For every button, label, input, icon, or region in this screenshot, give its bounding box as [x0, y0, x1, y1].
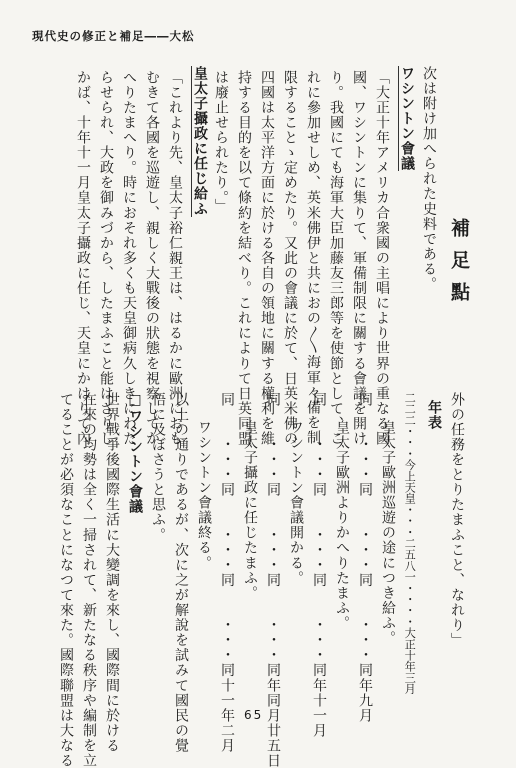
- text-column: かば、十年十一月皇太子攝政に任じ、天皇にかはりて內: [75, 70, 91, 447]
- text-column: り。我國にても海軍大臣加藤友三郎等を使節として、こ: [328, 70, 344, 447]
- chronology-line: 皇太子攝政に任じたまふ。: [242, 420, 258, 601]
- chronology-line: 同 ・・・同 ・・・同 ・・・同年同月廿五日: [265, 392, 281, 768]
- text-column: 世界戰爭後國際生活に大變調を來し、國際間に於ける: [104, 392, 120, 754]
- text-column: 次は附け加へられた史料である。: [421, 66, 437, 292]
- section-heading-crown-prince-regent: 皇太子攝政に任じ給ふ: [192, 66, 208, 217]
- text-column: てることが必須なことになつて來た。國際聯盟は大なる: [58, 392, 74, 768]
- chronology-line: 皇太子歐洲よりかへりたまふ。: [334, 420, 350, 631]
- text-column: 國、ワシントンに集りて、軍備制限に關する會議を開け: [351, 70, 367, 447]
- text-column: 在來の均勢は全く一掃されて、新たなる秩序や編制を立: [81, 392, 97, 768]
- text-column: 「大正十年アメリカ合衆國の主唱により世界の重なる國: [374, 70, 390, 447]
- text-column: むきて各國を巡遊し、親しく大戰後の狀態を視察してか: [144, 70, 160, 447]
- section-heading-washington-conference: ワシントン會議: [399, 66, 415, 172]
- text-column: 外の任務をとりたまふこと、なれり」: [449, 392, 465, 648]
- chronology-line: 同 ・・・同 ・・・同 ・・・同十一年二月: [219, 392, 235, 754]
- text-column: 「これより先、皇太子裕仁親王は、はるかに歐洲におも: [167, 70, 183, 447]
- chronology-line: ワシントン會議開かる。: [288, 420, 304, 586]
- text-column: 以上の通りであるが、次に之が解說を試みて國民の覺: [173, 392, 189, 754]
- running-header: 現代史の修正と補足――大松: [32, 29, 195, 43]
- page-number: 65: [244, 708, 264, 722]
- section-heading-chronology: 年表: [426, 400, 442, 431]
- text-column: 持する目的を以て條約を結べり。これによりて日英同盟: [236, 70, 252, 447]
- text-column: 悟に及ぼさうと思ふ。: [150, 392, 166, 543]
- text-column: らせられ、大政を御みづから、したまふこと能はざりし: [98, 70, 114, 447]
- chronology-line: ワシントン會議終る。: [196, 420, 212, 571]
- text-column: へりたまへり。時におそれ多くも天皇御病久しきにわた: [121, 70, 137, 447]
- text-column: 限することゝ定めたり。又此の會議に於て、日英米佛の: [282, 70, 298, 447]
- chronology-line: 同 ・・・同 ・・・同 ・・・同年九月: [357, 392, 373, 724]
- text-column: れに參加せしめ、英米佛伊と共におの〳〵海軍々備を制: [305, 70, 321, 446]
- chronology-line: 二二二・・・今上天皇・・・二五八一・・・・大正十年三月: [403, 392, 417, 695]
- section-heading-washington-conference-2: □ワシントン會議: [127, 392, 143, 515]
- page-title: 補足點: [448, 218, 470, 314]
- chronology-line: 同 ・・・同 ・・・同 ・・・同年十一月: [311, 392, 327, 739]
- chronology-line: 皇太子歐洲巡遊の途につき給ふ。: [380, 420, 396, 646]
- text-column: は廢止せられたり。」: [213, 70, 229, 214]
- text-column: 四國は太平洋方面に於ける各自の領地に關する權利を維: [259, 70, 275, 447]
